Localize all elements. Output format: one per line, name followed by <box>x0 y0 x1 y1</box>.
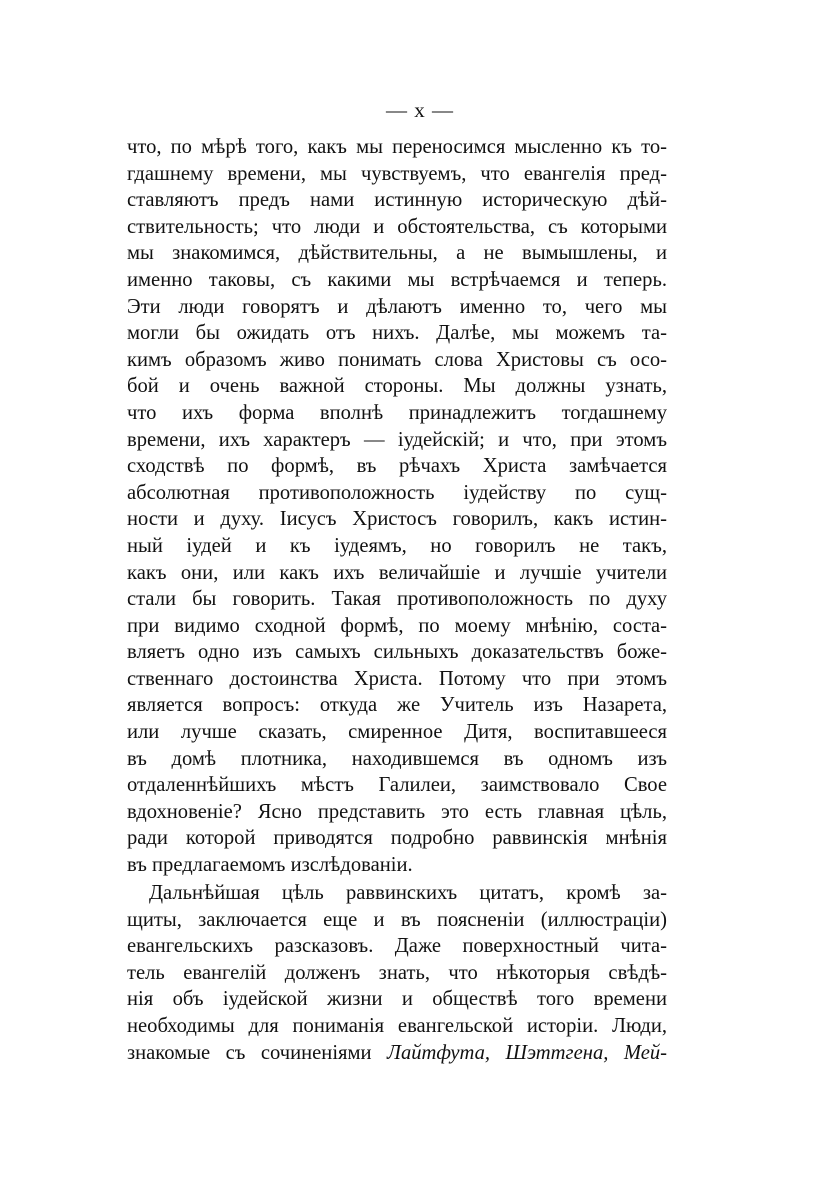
text-line: что, по мѣрѣ того, какъ мы переносимся мысленно къ то- <box>127 136 667 158</box>
text-line: могли бы ожидать отъ нихъ. Далѣе, мы можемъ та- <box>127 322 667 345</box>
text-line: ставляютъ предъ нами истинную историческую дѣй- <box>127 189 667 212</box>
text-line: при видимо сходной формѣ, по моему мнѣнію, состa- <box>127 614 667 637</box>
text-line: нія объ іудейской жизни и обществѣ того времени <box>127 988 667 1011</box>
text-line: сходствѣ по формѣ, въ рѣчахъ Христа замѣчается <box>127 455 667 478</box>
paragraph-2 <box>127 880 667 1066</box>
text-line: что ихъ форма вполнѣ принадлежитъ тогдашнему <box>127 401 667 424</box>
page-number: — x — <box>386 98 454 122</box>
text-line: Дальнѣйшая цѣль раввинскихъ цитатъ, кромѣ за- <box>149 882 667 904</box>
text-line: абсолютная противоположность іудейству по сущ- <box>127 481 667 504</box>
text-line: вдохновеніе? Ясно представить это есть главная цѣль, <box>127 800 667 823</box>
text-line: является вопросъ: откуда же Учитель изъ Назарета, <box>127 694 667 717</box>
text-line: или лучше сказать, смиренное Дитя, воспитавшееся <box>127 721 667 744</box>
text-line: вляетъ одно изъ самыхъ сильныхъ доказательствъ боже- <box>127 641 667 664</box>
text-line: гдашнему времени, мы чувствуемъ, что евангелія пред- <box>127 162 667 185</box>
text-line: времени, ихъ характеръ — іудейскій; и что, при этомъ <box>127 428 667 451</box>
text-line: ради которой приводятся подробно раввинскія мнѣнія <box>127 827 667 850</box>
text-line: въ предлагаемомъ изслѣдованіи. <box>127 854 413 877</box>
text-line: какъ они, или какъ ихъ величайшіе и лучшіе учители <box>127 561 667 584</box>
text-line: бой и очень важной стороны. Мы должны узнать, <box>127 375 667 398</box>
text-line: ный іудей и къ іудеямъ, но говорилъ не такъ, <box>127 534 667 557</box>
text-line: щиты, заключается еще и въ поясненіи (иллюстраціи) <box>127 908 667 931</box>
text-line: отдаленнѣйшихъ мѣстъ Галилеи, заимствовало Свое <box>127 774 667 797</box>
text-line: въ домѣ плотника, находившемся въ одномъ изъ <box>127 747 667 770</box>
text-line: тель евангелій долженъ знать, что нѣкоторыя свѣдѣ- <box>127 961 667 984</box>
text-line: необходимы для пониманія евангельской исторіи. Люди, <box>127 1014 667 1037</box>
text-line: именно таковы, съ какими мы встрѣчаемся и теперь. <box>127 268 667 291</box>
text-line-prefix: знакомые съ сочиненіями <box>127 1041 388 1064</box>
text-line: ственнаго достоинства Христа. Потому что при этомъ <box>127 667 667 690</box>
text-line <box>127 1040 667 1067</box>
text-line: стали бы говорить. Такая противоположность по духу <box>127 588 667 611</box>
text-line: Эти люди говорятъ и дѣлаютъ именно то, чего мы <box>127 295 667 318</box>
text-line: ности и духу. Іисусъ Христосъ говорилъ, какъ истин- <box>127 508 667 531</box>
paragraph-1 <box>127 134 667 879</box>
text-line: евангельскихъ разсказовъ. Даже поверхностный чита- <box>127 935 667 958</box>
text-line: кимъ образомъ живо понимать слова Христовы съ осо- <box>127 348 667 371</box>
text-line: мы знакомимся, дѣйствительны, а не вымышлены, и <box>127 242 667 265</box>
text-line: ствительность; что люди и обстоятельства, съ которыми <box>127 215 667 238</box>
author-names: Лайтфута, Шэттгена, Мей- <box>387 1041 667 1064</box>
